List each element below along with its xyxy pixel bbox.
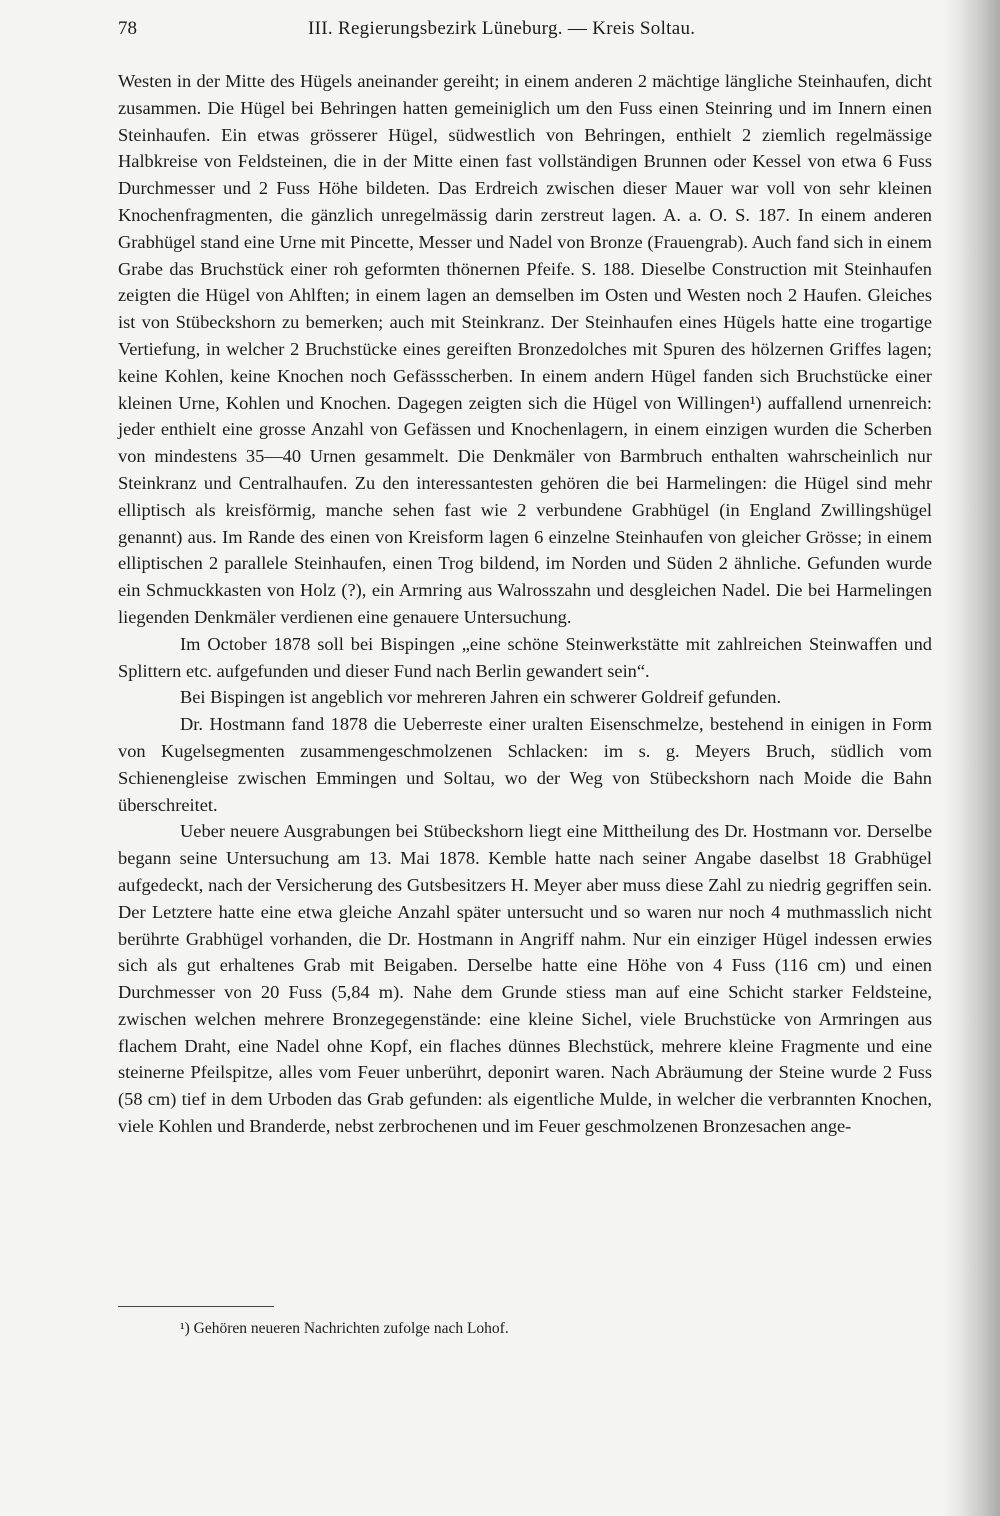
footnote: ¹) Gehören neueren Nachrichten zufolge nach Lohof. — [180, 1320, 509, 1337]
paragraph: Westen in der Mitte des Hügels aneinander gereiht; in einem anderen 2 mächtige längliche Steinhaufen, dicht zusammen. Die Hügel bei Behringen hatten gemeiniglich um den Fuss einen Steinring und im Innern einen Steinhaufen. Ein etwas grösserer Hügel, südwestlich von Behringen, enthielt 2 ziemlich regelmässige Halbkreise von Feldsteinen, die in der Mitte einen fast vollständigen Brunnen oder Kessel von etwa 6 Fuss Durchmesser und 2 Fuss Höhe bildeten. Das Erdreich zwischen dieser Mauer war voll von sehr kleinen Knochenfragmenten, die gänzlich unregelmässig darin zerstreut lagen. A. a. O. S. 187. In einem anderen Grabhügel stand eine Urne mit Pincette, Messer und Nadel von Bronze (Frauengrab). Auch fand sich in einem Grabe das Bruchstück einer roh geformten thönernen Pfeife. S. 188. Dieselbe Construction mit Steinhaufen zeigten die Hügel von Ahlften; in einem lagen an demselben im Osten und Westen noch 2 Haufen. Gleiches ist von Stübeckshorn zu bemerken; auch mit Steinkranz. Der Steinhaufen eines Hügels hatte eine trogartige Vertiefung, in welcher 2 Bruchstücke eines gereiften Bronzedolches mit Spuren des hölzernen Griffes lagen; keine Kohlen, keine Knochen noch Gefässscherben. In einem andern Hügel fanden sich Bruchstücke einer kleinen Urne, Kohlen und Knochen. Dagegen zeigten sich die Hügel von Willingen¹) auffallend urnenreich: jeder enthielt eine grosse Anzahl von Gefässen und Knochenlagern, in einem einzigen wurden die Scherben von mindestens 35—40 Urnen gesammelt. Die Denkmäler von Barmbruch enthalten wahrscheinlich nur Steinkranz und Centralhaufen. Zu den interessantesten gehören die bei Harmelingen: die Hügel sind mehr elliptisch als kreisförmig, manche sehen fast wie 2 verbundene Grabhügel (in England Zwillingshügel genannt) aus. Im Rande des einen von Kreisform lagen 6 einzelne Steinhaufen von gleicher Grösse; in einem elliptischen 2 parallele Steinhaufen, einen Trog bildend, im Norden und Süden 2 ähnliche. Gefunden wurde ein Schmuckkasten von Holz (?), ein Armring aus Walrosszahn und desgleichen Nadel. Die bei Harmelingen liegenden Denkmäler verdienen eine genauere Untersuchung. — [118, 71, 932, 627]
page-header — [118, 14, 930, 44]
page-edge-shadow — [942, 0, 1000, 1516]
paragraph: Ueber neuere Ausgrabungen bei Stübeckshorn liegt eine Mittheilung des Dr. Hostmann vor. Derselbe begann seine Untersuchung am 13. Mai 1878. Kemble hatte nach seiner Angabe daselbst 18 Grabhügel aufgedeckt, nach der Versicherung des Gutsbesitzers H. Meyer aber muss diese Zahl zu niedrig gegriffen sein. Der Letztere hatte eine etwa gleiche Anzahl später untersucht und so waren nur noch 4 muthmasslich nicht berührte Grabhügel vorhanden, die Dr. Hostmann in Angriff nahm. Nur ein einziger Hügel indessen erwies sich als gut erhaltenes Grab mit Beigaben. Derselbe hatte eine Höhe von 4 Fuss (116 cm) und einen Durchmesser von 20 Fuss (5,84 m). Nahe dem Grunde stiess man auf eine Schicht starker Feldsteine, zwischen welchen mehrere Bronzegegenstände: eine kleine Sichel, viele Bruchstücke von Armringen aus flachem Draht, eine Nadel ohne Kopf, ein flaches dünnes Blechstück, mehrere kleine Fragmente und eine steinerne Pfeilspitze, alles vom Feuer unberührt, deponirt waren. Nach Abräumung der Steine wurde 2 Fuss (58 cm) tief in dem Urboden das Grab gefunden: als eigentliche Mulde, in welcher die verbrannten Knochen, viele Kohlen und Branderde, nebst zerbrochenen und im Feuer geschmolzenen Bronzesachen ange- — [118, 821, 932, 1137]
paragraph: Dr. Hostmann fand 1878 die Ueberreste einer uralten Eisenschmelze, bestehend in einigen in Form von Kugelsegmenten zusammengeschmolzenen Schlacken: im s. g. Meyers Bruch, südlich vom Schienengleise zwischen Emmingen und Soltau, wo der Weg von Stübeckshorn nach Moide die Bahn überschreitet. — [118, 714, 932, 815]
paragraph: Im October 1878 soll bei Bispingen „eine schöne Steinwerkstätte mit zahlreichen Steinwaffen und Splittern etc. aufgefunden und dieser Fund nach Berlin gewandert sein“. — [118, 633, 932, 681]
body-text — [118, 68, 932, 1140]
running-head: III. Regierungsbezirk Lüneburg. — Kreis Soltau. — [308, 18, 696, 39]
footnote-divider — [118, 1306, 274, 1307]
page-number: 78 — [118, 18, 137, 39]
paragraph: Bei Bispingen ist angeblich vor mehreren Jahren ein schwerer Goldreif gefunden. — [180, 687, 782, 708]
